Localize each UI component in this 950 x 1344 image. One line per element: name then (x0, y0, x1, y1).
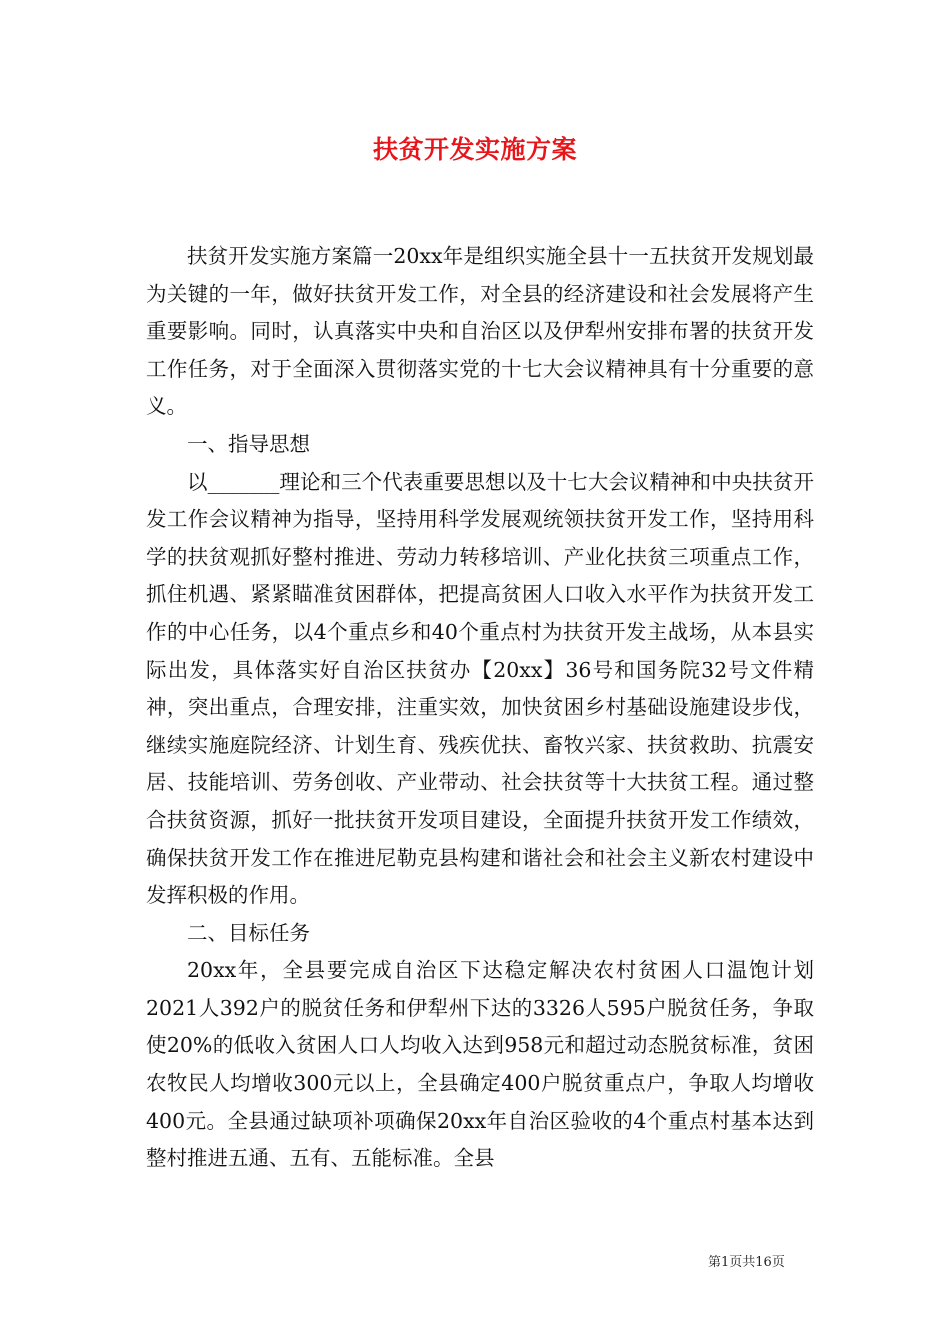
section-heading-goals: 二、目标任务 (187, 920, 310, 945)
page-number-footer: 第1页共16页 (708, 1255, 785, 1270)
intro-paragraph: 扶贫开发实施方案篇一20xx年是组织实施全县十一五扶贫开发规划最为关键的一年，做好扶贫开发工作，对全县的经济建设和社会发展将产生重要影响。同时，认真落实中央和自治区以及伊犁州安排布署的扶贫开发工作任务，对于全面深入贯彻落实党的十七大会议精神具有十分重要的意义。 (146, 244, 814, 419)
goals-paragraph: 20xx年，全县要完成自治区下达稳定解决农村贫困人口温饱计划2021人392户的脱贫任务和伊犁州下达的3326人595户脱贫任务，争取使20%的低收入贫困人口人均收入达到958元和超过动态脱贫标准，贫困农牧民人均增收300元以上，全县确定400户脱贫重点户，争取人均增收400元。全县通过缺项补项确保20xx年自治区验收的4个重点村基本达到整村推进五通、五有、五能标准。全县 (146, 958, 814, 1171)
guiding-ideology-paragraph: 以_______理论和三个代表重要思想以及十七大会议精神和中央扶贫开发工作会议精神为指导，坚持用科学发展观统领扶贫开发工作，坚持用科学的扶贫观抓好整村推进、劳动力转移培训、产业化扶贫三项重点工作，抓住机遇、紧紧瞄准贫困群体，把提高贫困人口收入水平作为扶贫开发工作的中心任务，以4个重点乡和40个重点村为扶贫开发主战场，从本县实际出发，具体落实好自治区扶贫办【20xx】36号和国务院32号文件精神，突出重点，合理安排，注重实效，加快贫困乡村基础设施建设步伐，继续实施庭院经济、计划生育、残疾优扶、畜牧兴家、扶贫救助、抗震安居、技能培训、劳务创收、产业带动、社会扶贫等十大扶贫工程。通过整合扶贫资源，抓好一批扶贫开发项目建设，全面提升扶贫开发工作绩效，确保扶贫开发工作在推进尼勒克县构建和谐社会和社会主义新农村建设中发挥积极的作用。 (146, 469, 814, 908)
section-heading-guiding-ideology: 一、指导思想 (187, 431, 310, 456)
document-body (146, 238, 814, 1178)
document-title: 扶贫开发实施方案 (372, 135, 577, 164)
